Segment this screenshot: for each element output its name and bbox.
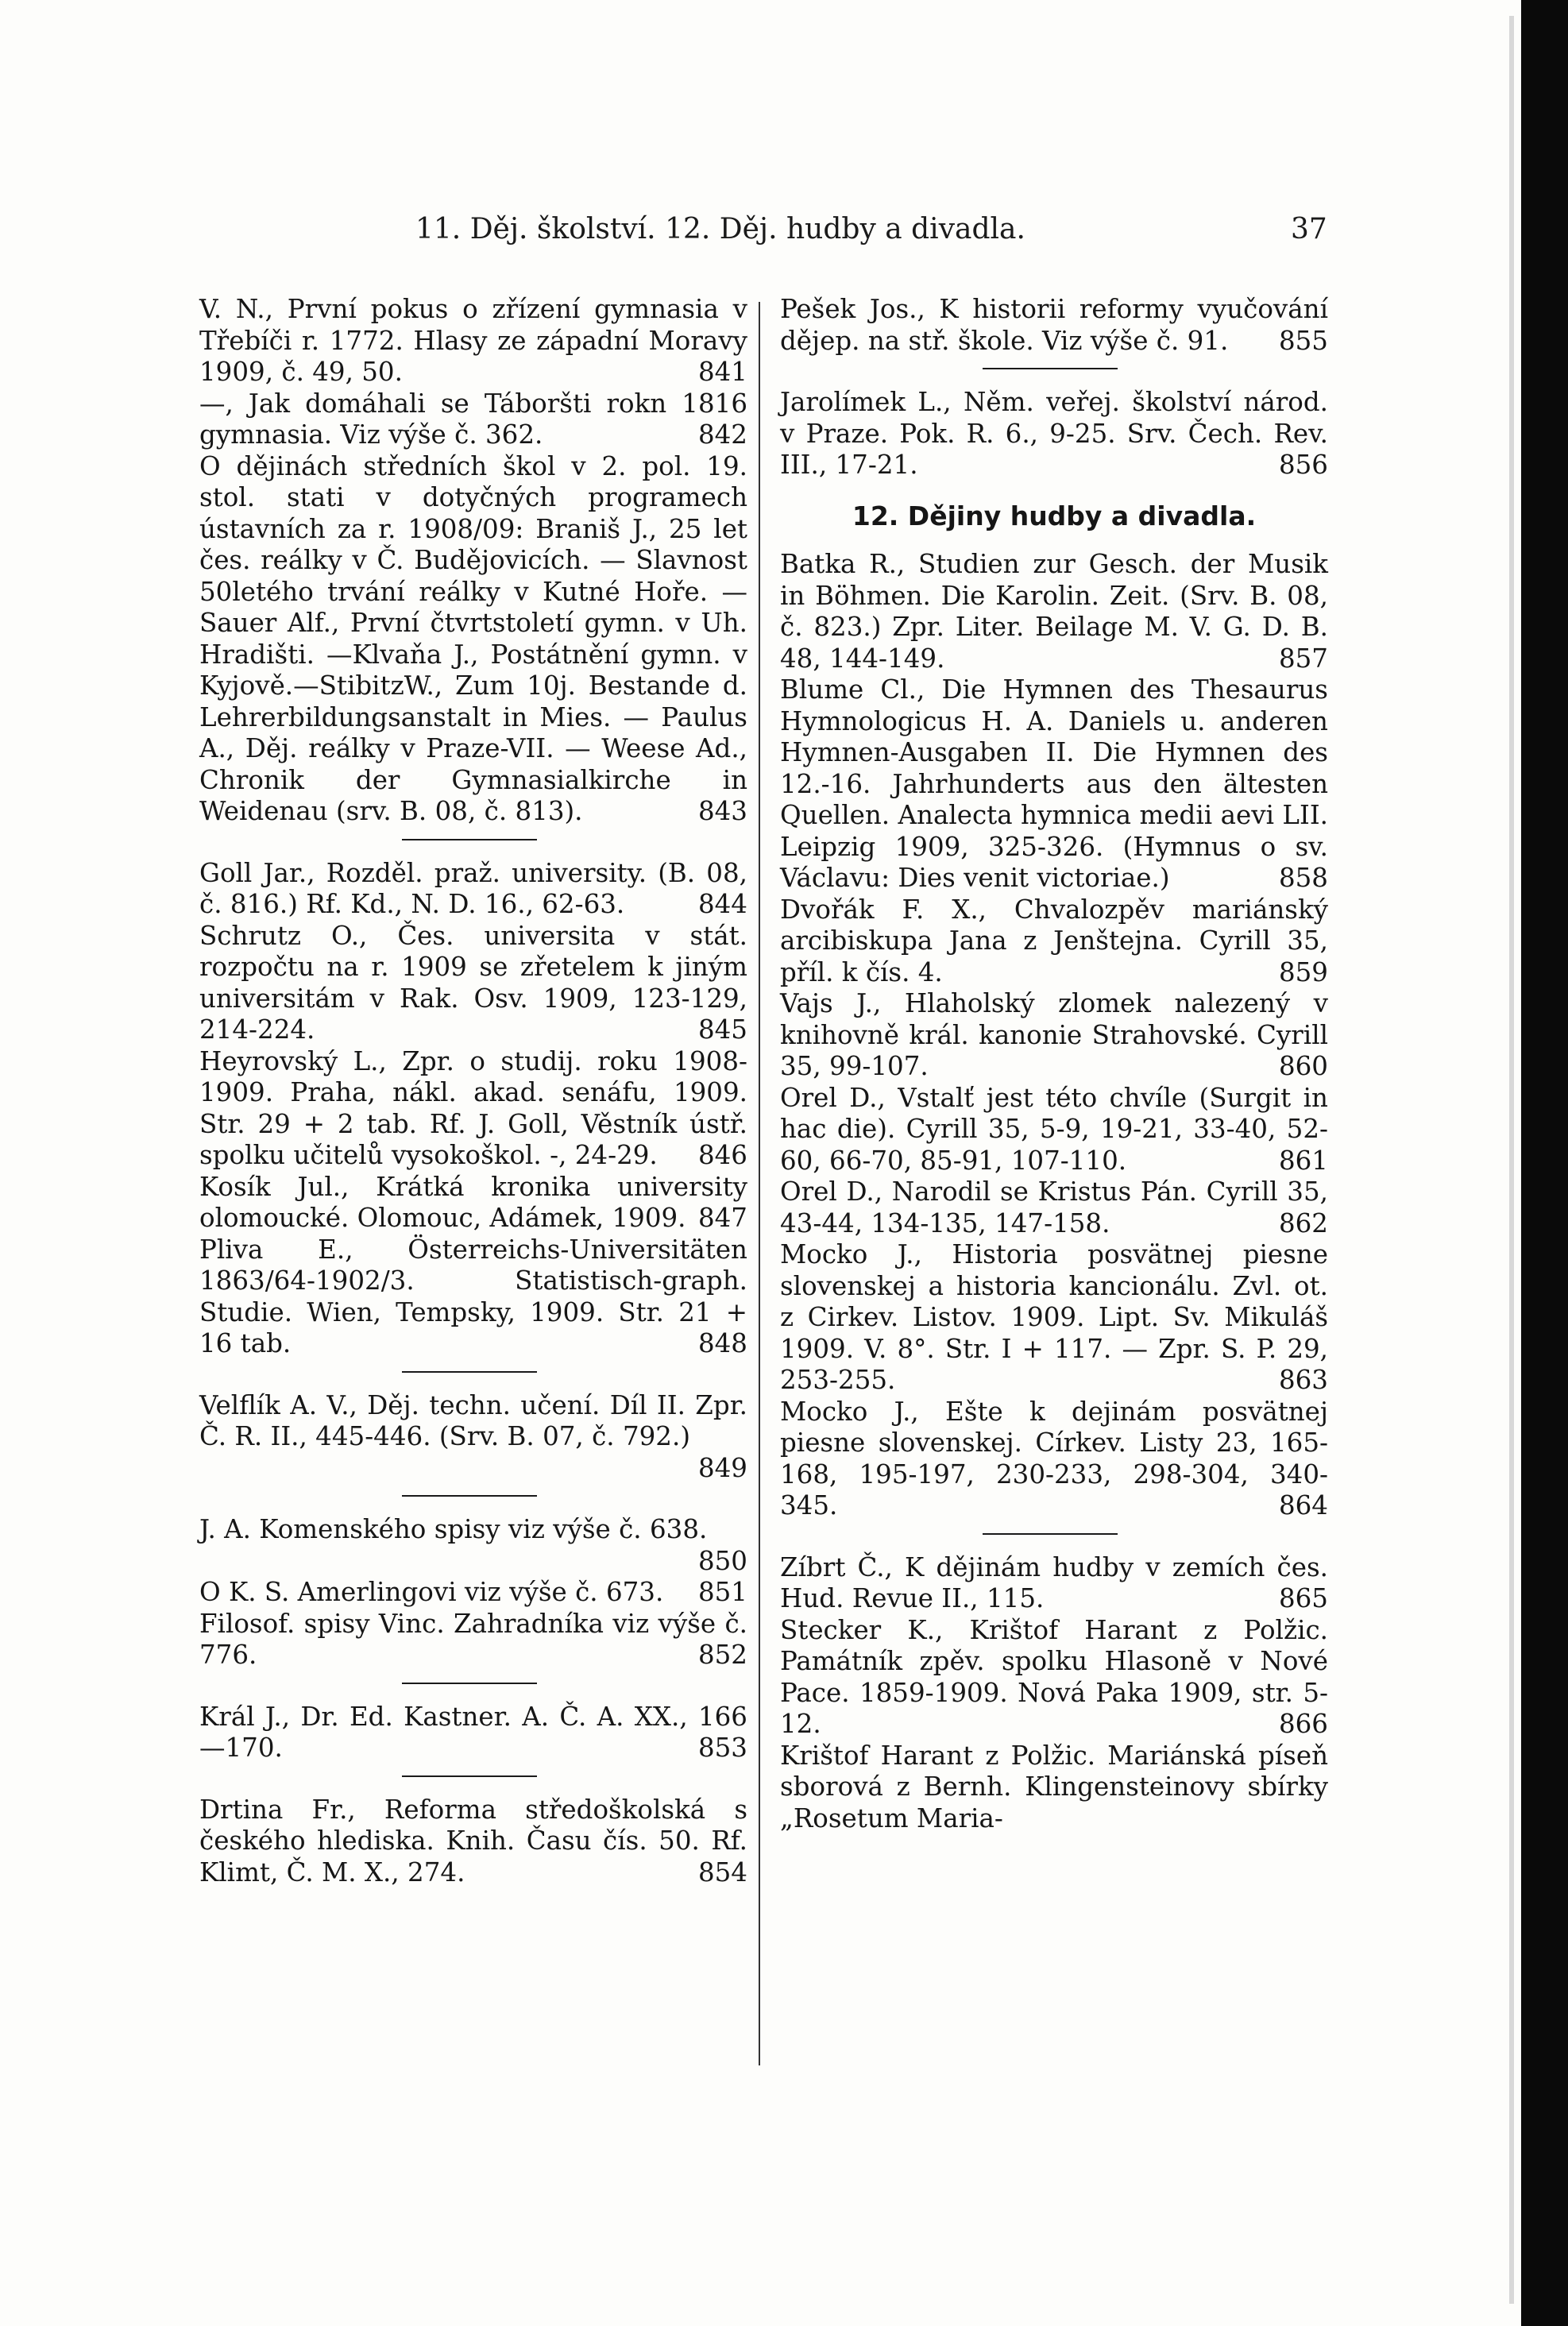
bibliography-entry (780, 1741, 1328, 1835)
entry-text: Batka R., Studien zur Gesch. der Musik in Böhmen. Die Karolin. Zeit. (Srv. B. 08, č. 823.) Zpr. Liter. Beilage M. V. G. D. B. 48, 144-149. (780, 549, 1328, 674)
entry-number: 849 (697, 1452, 747, 1483)
left-column (199, 294, 747, 1888)
bibliography-entry (780, 294, 1328, 357)
entry-text: Velflík A. V., Děj. techn. učení. Díl II. Zpr. Č. R. II., 445-446. (Srv. B. 07, č. 792.) (199, 1389, 747, 1451)
entry-number: 860 (1278, 1051, 1328, 1081)
entry-separator (402, 839, 537, 840)
entry-text: Král J., Dr. Ed. Kastner. A. Č. A. XX., 166—170. (199, 1701, 747, 1763)
entry-separator (983, 368, 1118, 369)
bibliography-entry (199, 1609, 747, 1671)
bibliography-entry (199, 858, 747, 921)
bibliography-entry (199, 451, 747, 828)
bibliography-entry (199, 1702, 747, 1764)
entry-text: O dějinách středních škol v 2. pol. 19. stol. stati v dotyčných programech ústavních za r. 1908/09: Braniš J., 25 let čes. reálky v Č. Budějovicích. — Slavnost 50letého trvání reálky v Kutné Hoře. — Sauer Alf., První čtvrtstoletí gymn. v Uh. Hradišti. —Klvaňa J., Postátnění gymn. v Kyjově.—StibitzW., Zum 10j. Bestande d. Lehrerbildungsanstalt in Mies. — Paulus A., Děj. reálky v Praze-VII. — Weese Ad., Chronik der Gymnasialkirche in Weidenau (srv. B. 08, č. 813). (199, 450, 747, 826)
bibliography-entry (780, 1397, 1328, 1522)
entry-text: Mocko J., Historia posvätnej piesne slovenskej a historia kancionálu. Zvl. ot. z Cirkev. Listov. 1909. Lipt. Sv. Mikuláš 1909. V. 8°. Str. I + 117. — Zpr. S. P. 29, 253-255. (780, 1239, 1328, 1395)
bibliography-entry (199, 1046, 747, 1172)
entry-text: O K. S. Amerlingovi viz výše č. 673. (199, 1577, 664, 1607)
entry-text: Heyrovský L., Zpr. o studij. roku 1908-1909. Praha, nákl. akad. senáfu, 1909. Str. 29 + 2 tab. Rf. J. Goll, Věstník ústř. spolku učitelů vysokoškol. -, 24-29. (199, 1045, 747, 1170)
entry-text: Blume Cl., Die Hymnen des Thesaurus Hymnologicus H. A. Daniels u. anderen Hymnen-Ausgaben II. Die Hymnen des 12.-16. Jahrhunderts aus den ältesten Quellen. Analecta hymnica medii aevi LII. Leipzig 1909, 325-326. (Hymnus o sv. Václavu: Dies venit victoriae.) (780, 674, 1328, 893)
entry-number: 854 (697, 1857, 747, 1887)
right-column (780, 294, 1328, 1834)
entry-text: Schrutz O., Čes. universita v stát. rozpočtu na r. 1909 se zřetelem k jiným universitám v Rak. Osv. 1909, 123-129, 214-224. (199, 920, 747, 1045)
bibliography-entry (199, 921, 747, 1046)
entry-text: Drtina Fr., Reforma středoškolská s českého hlediska. Knih. Času čís. 50. Rf. Klimt, Č. M. X., 274. (199, 1794, 747, 1887)
bibliography-entry (780, 1552, 1328, 1615)
entry-text: V. N., První pokus o zřízení gymnasia v Třebíči r. 1772. Hlasy ze západní Moravy 1909, č. 49, 50. (199, 294, 747, 387)
entry-text: Orel D., Narodil se Kristus Pán. Cyrill 35, 43-44, 134-135, 147-158. (780, 1177, 1328, 1238)
entry-number: 855 (1278, 325, 1328, 356)
entry-number: 842 (697, 419, 747, 450)
bibliography-entry (199, 1172, 747, 1234)
entry-number: 851 (697, 1577, 747, 1607)
entry-text: Zíbrt Č., K dějinám hudby v zemích čes. Hud. Revue II., 115. (780, 1551, 1328, 1613)
bibliography-entry (199, 294, 747, 388)
bibliography-entry (199, 1795, 747, 1889)
entry-number: 846 (697, 1140, 747, 1170)
bibliography-entry (199, 388, 747, 451)
page-number: 37 (1291, 213, 1327, 245)
bibliography-entry (780, 1083, 1328, 1177)
entry-number: 856 (1278, 450, 1328, 480)
entry-number: 865 (1278, 1583, 1328, 1613)
entry-text: Pliva E., Österreichs-Universitäten 1863/64-1902/3. Statistisch-graph. Studie. Wien, Tempsky, 1909. Str. 21 + 16 tab. (199, 1234, 747, 1358)
entry-number: 844 (697, 889, 747, 919)
entry-separator (983, 1533, 1118, 1535)
entry-text: Jarolímek L., Něm. veřej. školství národ. v Praze. Pok. R. 6., 9-25. Srv. Čech. Rev. III., 17-21. (780, 387, 1328, 480)
entry-number: 859 (1278, 956, 1328, 987)
bibliography-entry (780, 387, 1328, 481)
bibliography-entry (780, 674, 1328, 894)
bibliography-entry (199, 1577, 747, 1609)
entry-number: 863 (1278, 1365, 1328, 1395)
entry-number: 866 (1278, 1709, 1328, 1739)
header-title: 11. Děj. školství. 12. Děj. hudby a divadla. (415, 213, 1025, 245)
entry-number: 857 (1278, 643, 1328, 674)
entry-number: 861 (1278, 1145, 1328, 1176)
entry-number: 862 (1278, 1207, 1328, 1238)
bibliography-entry (199, 1390, 747, 1485)
entry-text: Kosík Jul., Krátká kronika university olomoucké. Olomouc, Adámek, 1909. (199, 1171, 747, 1233)
bibliography-entry (780, 549, 1328, 674)
entry-text: Filosof. spisy Vinc. Zahradníka viz výše č. 776. (199, 1608, 747, 1670)
entry-separator (402, 1775, 537, 1777)
column-divider (759, 302, 760, 2065)
entry-separator (402, 1371, 537, 1373)
bibliography-entry (780, 894, 1328, 989)
entry-number: 847 (697, 1203, 747, 1233)
bibliography-entry (780, 1239, 1328, 1397)
entry-number: 843 (697, 796, 747, 826)
section-heading: 12. Dějiny hudby a divadla. (852, 500, 1257, 531)
entry-number: 853 (697, 1733, 747, 1763)
bibliography-entry (199, 1514, 747, 1577)
entry-text: Dvořák F. X., Chvalozpěv mariánský arcibiskupa Jana z Jenštejna. Cyrill 35, příl. k čís. 4. (780, 894, 1328, 987)
entry-separator (402, 1683, 537, 1684)
entry-number: 850 (697, 1545, 747, 1576)
bibliography-entry (780, 1615, 1328, 1741)
entry-text: Vajs J., Hlaholský zlomek nalezený v knihovně král. kanonie Strahovské. Cyrill 35, 99-107. (780, 988, 1328, 1081)
entry-text: J. A. Komenského spisy viz výše č. 638. (199, 1514, 708, 1544)
entry-separator (402, 1495, 537, 1497)
scan-border (1521, 0, 1568, 2326)
entry-text: Orel D., Vstalť jest této chvíle (Surgit in hac die). Cyrill 35, 5-9, 19-21, 33-40, 52-60, 66-70, 85-91, 107-110. (780, 1082, 1328, 1176)
bibliography-entry (780, 988, 1328, 1083)
page-edge-line (1509, 16, 1514, 2304)
entry-text: Stecker K., Krištof Harant z Polžic. Památník zpěv. spolku Hlasoně v Nové Pace. 1859-1909. Nová Paka 1909, str. 5-12. (780, 1614, 1328, 1739)
entry-text: Mocko J., Ešte k dejinám posvätnej piesne slovenskej. Církev. Listy 23, 165-168, 195-197, 230-233, 298-304, 340-345. (780, 1396, 1328, 1520)
entry-number: 852 (697, 1640, 747, 1670)
entry-number: 864 (1278, 1490, 1328, 1520)
entry-number: 848 (697, 1328, 747, 1358)
entry-number: 845 (697, 1014, 747, 1045)
entry-number: 858 (1278, 863, 1328, 893)
entry-text: Krištof Harant z Polžic. Mariánská píseň sborová z Bernh. Klingensteinovy sbírky „Rosetum Maria- (780, 1740, 1328, 1833)
entry-text: Goll Jar., Rozděl. praž. university. (B. 08, č. 816.) Rf. Kd., N. D. 16., 62-63. (199, 857, 747, 919)
entry-text: —, Jak domáhali se Táboršti rokn 1816 gymnasia. Viz výše č. 362. (199, 388, 747, 450)
entry-number: 841 (697, 357, 747, 387)
bibliography-entry (199, 1234, 747, 1360)
entry-text: Pešek Jos., K historii reformy vyučování dějep. na stř. škole. Viz výše č. 91. (780, 294, 1328, 356)
bibliography-entry (780, 1177, 1328, 1239)
